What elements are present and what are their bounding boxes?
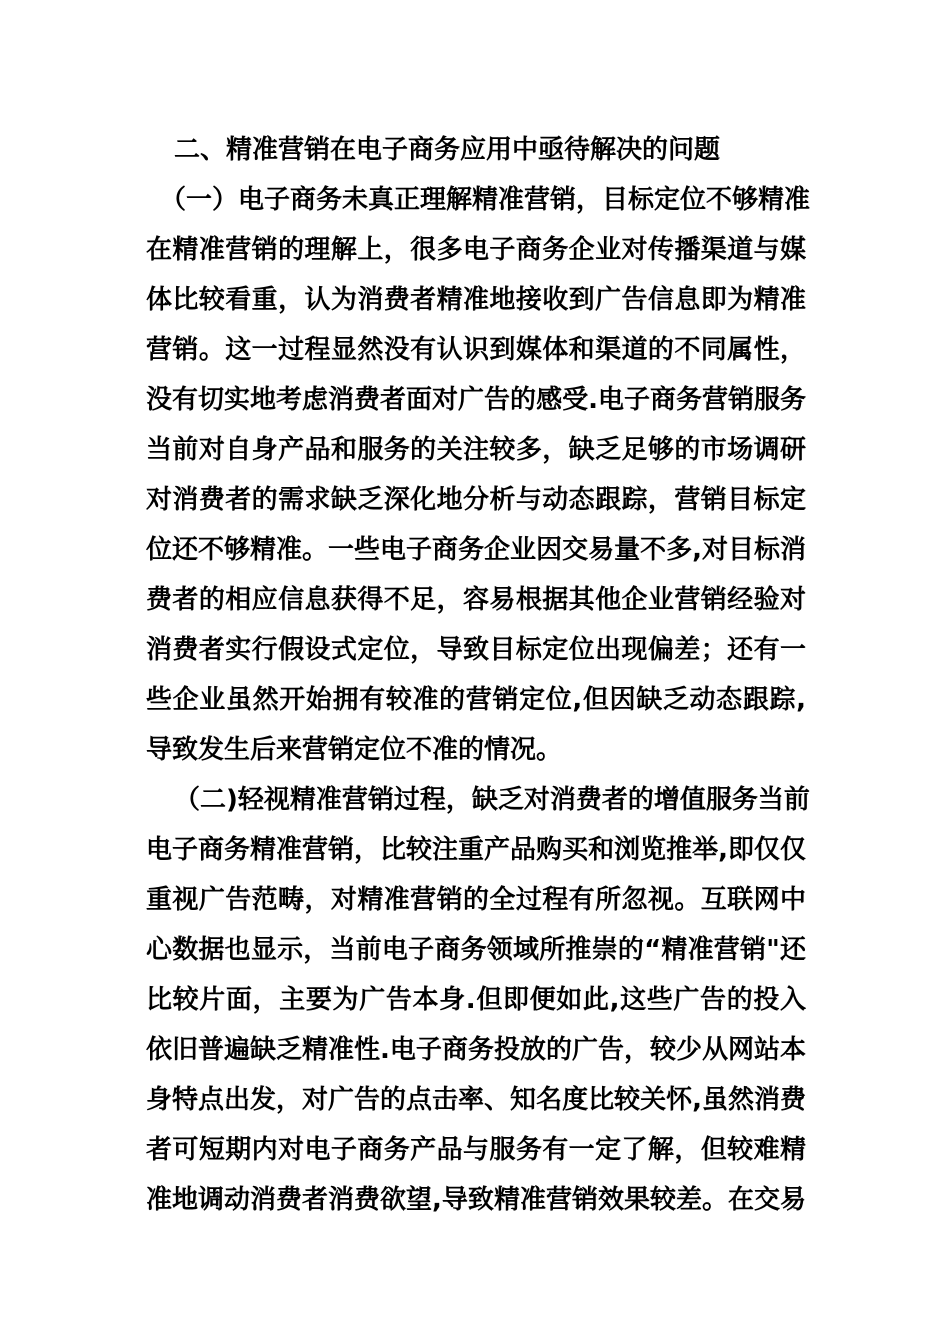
subsection-heading-2: （二)轻视精准营销过程，缺乏对消费者的增值服务当前 [174,785,810,815]
paragraph-line: 心数据也显示，当前电子商务领域所推崇的“精准营销"还 [146,935,806,965]
paragraph-line: 身特点出发，对广告的点击率、知名度比较关怀,虽然消费 [146,1085,806,1115]
paragraph-line: 电子商务精准营销，比较注重产品购买和浏览推举,即仅仅 [146,835,806,865]
paragraph-line: 者可短期内对电子商务产品与服务有一定了解，但较难精 [146,1135,806,1165]
paragraph-line: 在精准营销的理解上，很多电子商务企业对传播渠道与媒 [146,235,806,265]
paragraph-line: 对消费者的需求缺乏深化地分析与动态跟踪，营销目标定 [146,485,806,515]
paragraph-line: 准地调动消费者消费欲望,导致精准营销效果较差。在交易 [146,1185,806,1215]
paragraph-line: 重视广告范畴，对精准营销的全过程有所忽视。互联网中 [146,885,806,915]
section-heading: 二、精准营销在电子商务应用中亟待解决的问题 [174,135,721,165]
paragraph-line: 导致发生后来营销定位不准的情况。 [146,735,563,765]
paragraph-line: 费者的相应信息获得不足，容易根据其他企业营销经验对 [146,585,806,615]
paragraph-line: 消费者实行假设式定位，导致目标定位出现偏差；还有一 [146,635,806,665]
paragraph-line: 位还不够精准。一些电子商务企业因交易量不多,对目标消 [146,535,806,565]
subsection-heading-1: （一）电子商务未真正理解精准营销，目标定位不够精准 [160,185,811,215]
paragraph-line: 体比较看重，认为消费者精准地接收到广告信息即为精准 [146,285,806,315]
paragraph-line: 营销。这一过程显然没有认识到媒体和渠道的不同属性， [146,335,806,365]
paragraph-line: 没有切实地考虑消费者面对广告的感受.电子商务营销服务 [146,385,806,415]
paragraph-line: 比较片面，主要为广告本身.但即便如此,这些广告的投入 [146,985,806,1015]
paragraph-line: 依旧普遍缺乏精准性.电子商务投放的广告，较少从网站本 [146,1035,806,1065]
paragraph-line: 些企业虽然开始拥有较准的营销定位,但因缺乏动态跟踪, [146,685,806,715]
paragraph-line: 当前对自身产品和服务的关注较多，缺乏足够的市场调研 [146,435,806,465]
